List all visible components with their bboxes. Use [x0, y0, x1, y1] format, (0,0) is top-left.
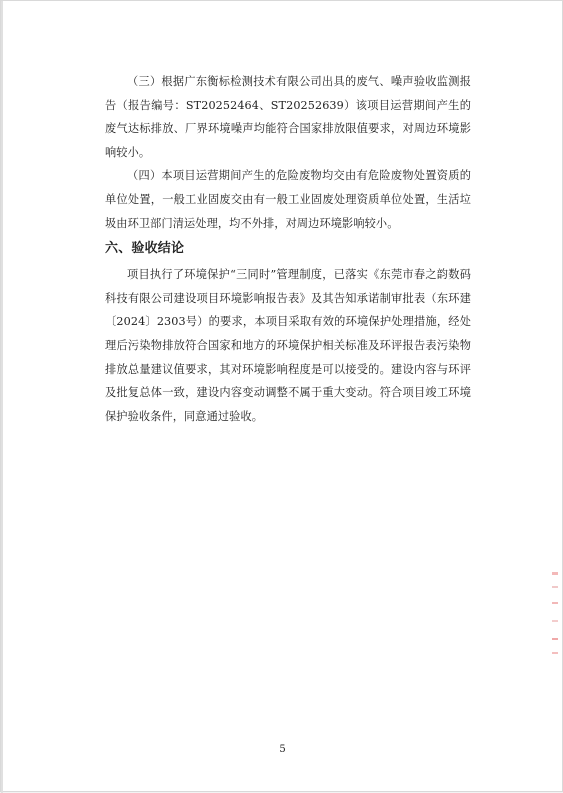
page-gutter [1, 1, 3, 793]
document-content [105, 70, 471, 428]
paragraph-hazardous-waste: （四）本项目运营期间产生的危险废物均交由有危险废物处置资质的单位处置，一般工业固废交由有一般工业固废处理资质单位处置，生活垃圾由环卫部门清运处理，均不外排，对周边环境影响较小。 [105, 169, 471, 230]
red-edge-marks [552, 566, 558, 666]
page-number: 5 [279, 744, 286, 755]
paragraph-monitoring-report: （三）根据广东衡标检测技术有限公司出具的废气、噪声验收监测报告（报告编号：ST20252464、ST20252639）该项目运营期间产生的废气达标排放、厂界环境噪声均能符合国家排放限值要求，对周边环境影响较小。 [105, 75, 471, 159]
section-title: 六、验收结论 [105, 241, 185, 257]
paragraph-conclusion: 项目执行了环境保护“三同时”管理制度，已落实《东莞市春之韵数码科技有限公司建设项目环境影响报告表》及其告知承诺制审批表（东环建〔2024〕2303号）的要求，本项目采取有效的环境保护处理措施，经处理后污染物排放符合国家和地方的环境保护相关标准及环评报告表污染物排放总量建议值要求，其对环境影响程度是可以接受的。建设内容与环评及批复总体一致，建设内容变动调整不属于重大变动。符合项目竣工环境保护验收条件，同意通过验收。 [105, 268, 471, 423]
